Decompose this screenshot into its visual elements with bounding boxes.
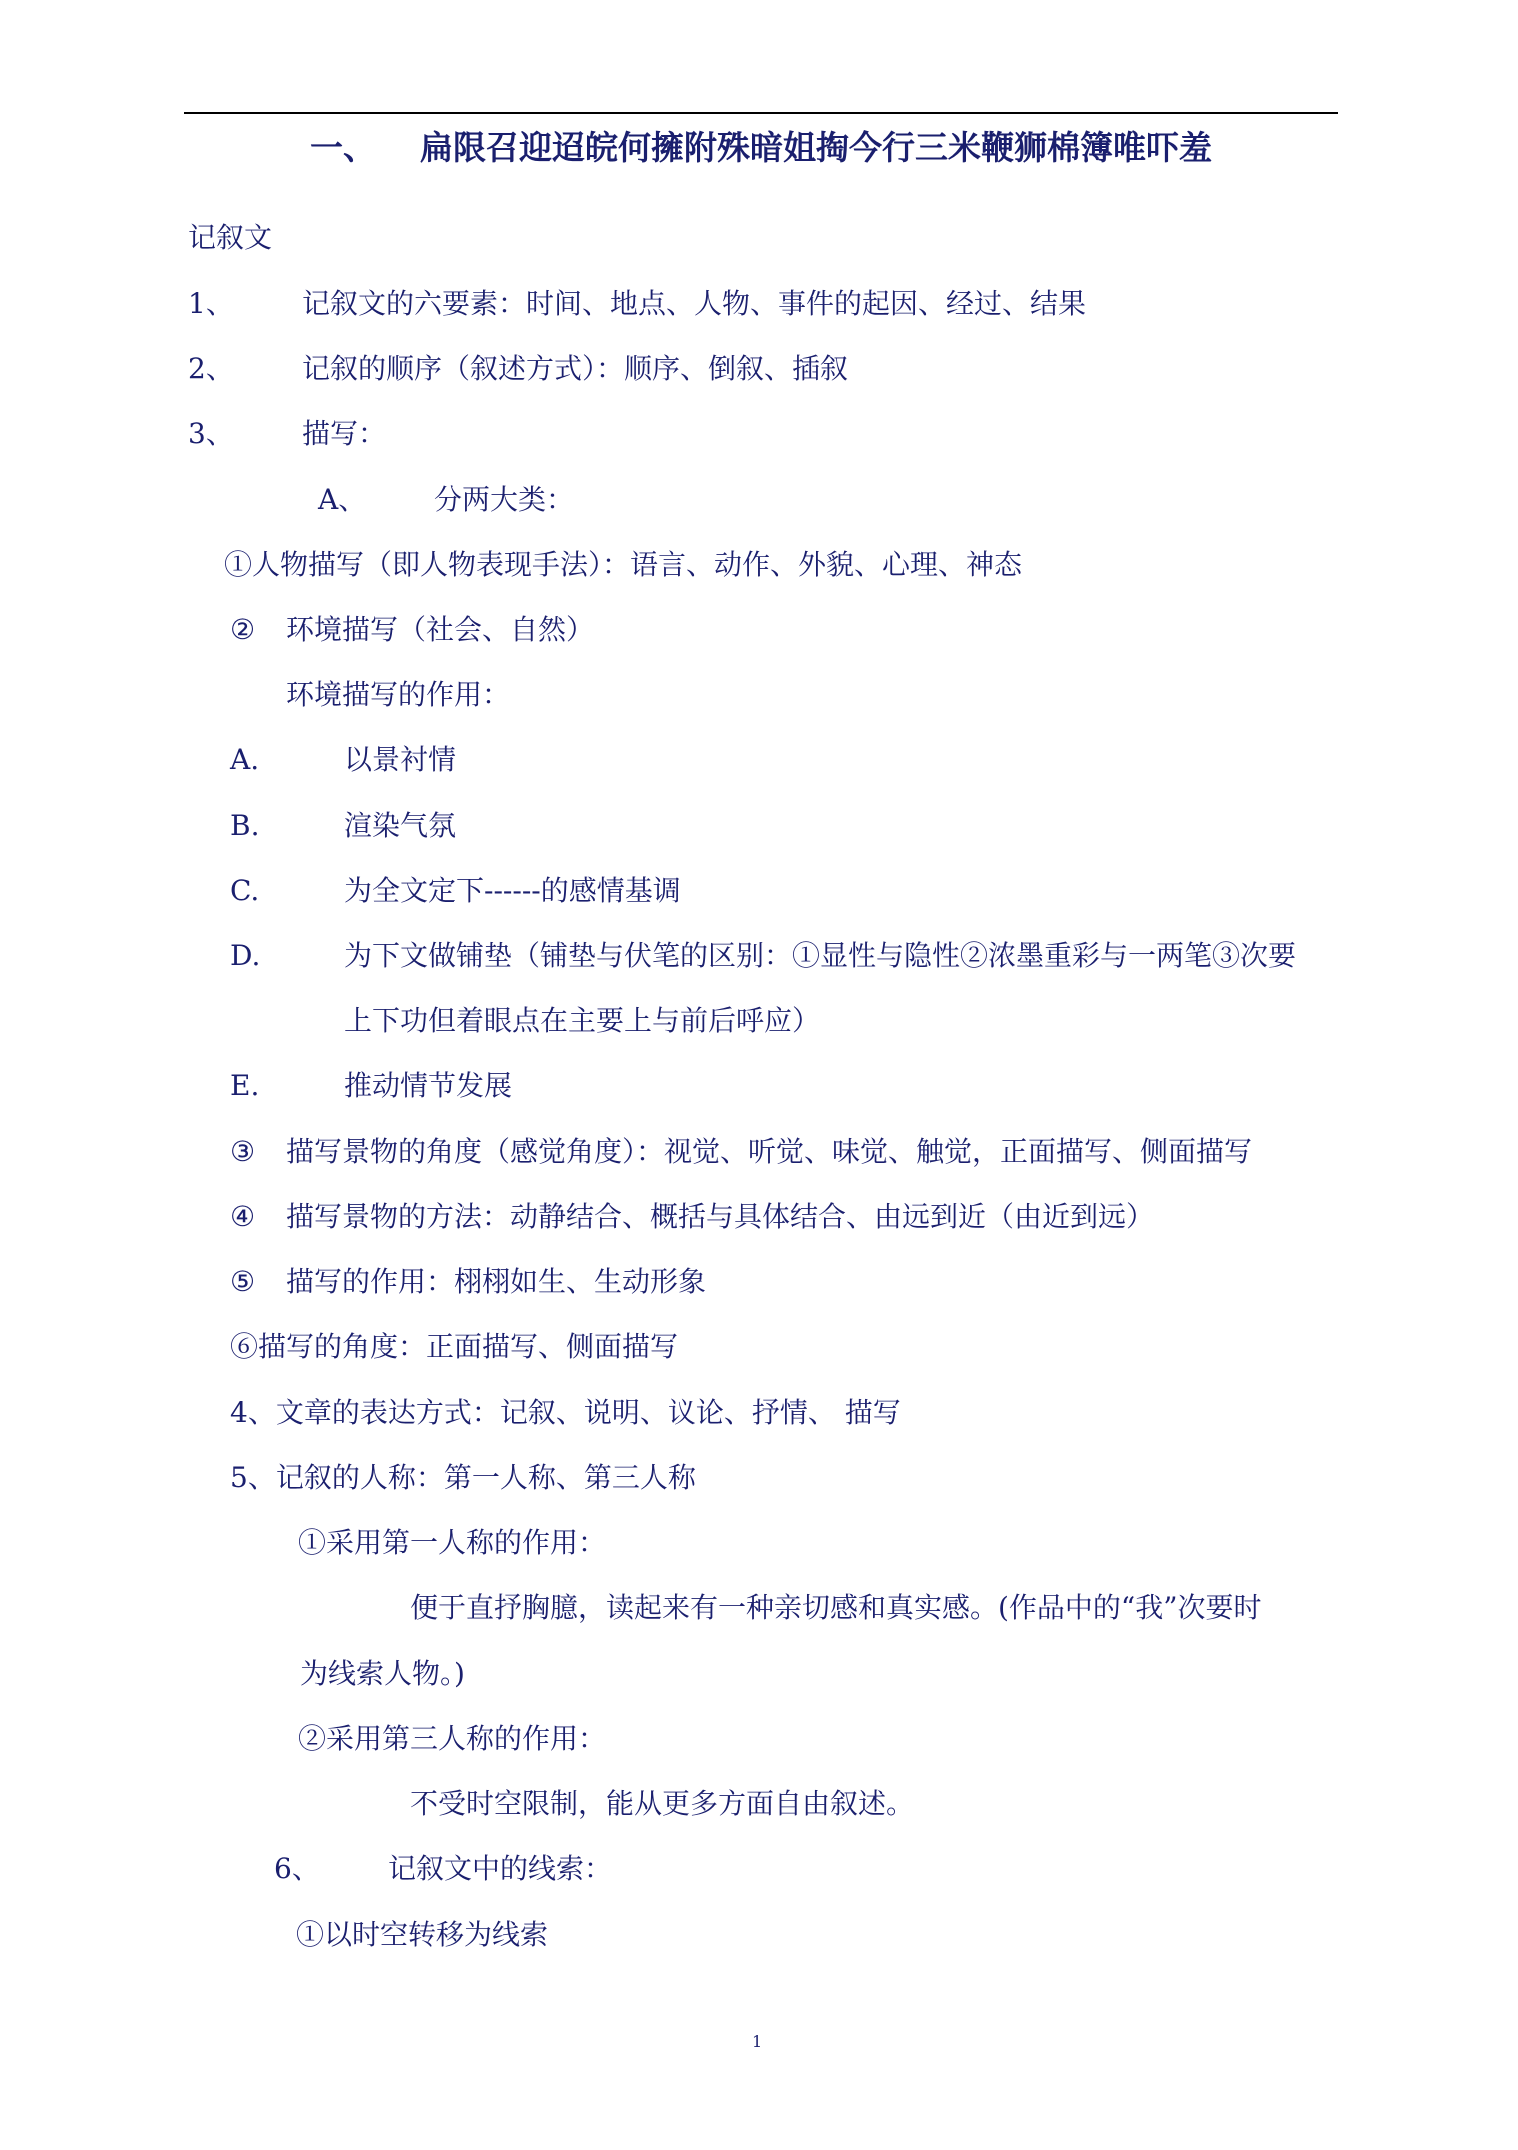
list-text: 以景衬情	[344, 743, 457, 776]
circled-item-1: ①人物描写（即人物表现手法）：语言、动作、外貌、心理、神态	[224, 548, 1023, 581]
list-text: 环境描写（社会、自然）	[286, 613, 595, 646]
circled-item-3	[230, 1134, 1340, 1170]
list-item-1	[188, 286, 1288, 322]
list-marker: A、	[318, 483, 367, 516]
list-marker: D.	[230, 939, 261, 972]
list-text: 分两大类：	[434, 483, 575, 516]
sub-item-a	[318, 482, 1218, 518]
list-marker: ②	[230, 613, 256, 646]
list-text: 记叙文的六要素：时间、地点、人物、事件的起因、经过、结果	[302, 287, 1087, 320]
circled-item-5	[230, 1264, 1130, 1300]
list-marker: 6、	[274, 1852, 320, 1885]
list-text: 记叙文中的线索：	[388, 1852, 613, 1885]
list-marker: B.	[230, 809, 260, 842]
circled-item-4	[230, 1199, 1340, 1235]
list-text: 描写的作用：栩栩如生、生动形象	[286, 1265, 707, 1298]
list-marker: ④	[230, 1200, 256, 1233]
list-text: 推动情节发展	[344, 1069, 513, 1102]
header-rule	[184, 112, 1338, 114]
list-item-6	[274, 1851, 1174, 1887]
clue-item-1: ①以时空转移为线索	[296, 1918, 549, 1951]
list-marker: ③	[230, 1135, 256, 1168]
section-label: 记叙文	[188, 221, 273, 254]
heading-text: 扁限召迎迢皖何擁附殊暗姐掏今行三米鞭狮棉簿唯吓羞	[420, 128, 1212, 167]
list-marker: 1、	[188, 287, 234, 320]
list-text: 描写景物的方法：动静结合、概括与具体结合、由远到近（由近到远）	[286, 1200, 1155, 1233]
env-item-c	[230, 873, 1130, 909]
circled-item-2	[230, 612, 1130, 648]
env-item-e	[230, 1068, 1130, 1104]
heading-number: 一、	[310, 128, 376, 167]
list-marker: A.	[230, 743, 260, 776]
env-role-heading: 环境描写的作用：	[286, 678, 511, 711]
env-item-d	[230, 938, 1340, 974]
list-item-3	[188, 416, 1288, 452]
list-item-4: 4、文章的表达方式：记叙、说明、议论、抒情、 描写	[230, 1396, 901, 1429]
list-marker: 2、	[188, 352, 234, 385]
list-text: 描写：	[302, 417, 387, 450]
section-heading	[310, 122, 1212, 169]
third-person-body: 不受时空限制，能从更多方面自由叙述。	[410, 1787, 915, 1820]
list-marker: ⑤	[230, 1265, 256, 1298]
list-text: 记叙的顺序（叙述方式）：顺序、倒叙、插叙	[302, 352, 849, 385]
list-marker: C.	[230, 874, 260, 907]
env-item-b	[230, 808, 1130, 844]
list-marker: 3、	[188, 417, 234, 450]
env-item-a	[230, 742, 1130, 778]
env-item-d-continuation: 上下功但着眼点在主要上与前后呼应）	[344, 1004, 821, 1037]
first-person-body: 便于直抒胸臆，读起来有一种亲切感和真实感。(作品中的“我”次要时	[410, 1591, 1262, 1624]
list-item-5: 5、记叙的人称：第一人称、第三人称	[230, 1461, 696, 1494]
list-text: 为全文定下------的感情基调	[344, 874, 681, 907]
list-text: 描写景物的角度（感觉角度）：视觉、听觉、味觉、触觉，正面描写、侧面描写	[286, 1135, 1253, 1168]
first-person-heading: ①采用第一人称的作用：	[298, 1526, 607, 1559]
page-number: 1	[752, 2032, 763, 2051]
list-item-2	[188, 351, 1288, 387]
third-person-heading: ②采用第三人称的作用：	[298, 1722, 607, 1755]
list-marker: E.	[230, 1069, 260, 1102]
first-person-continuation: 为线索人物。)	[300, 1657, 465, 1690]
circled-item-6: ⑥描写的角度：正面描写、侧面描写	[230, 1330, 679, 1363]
list-text: 为下文做铺垫（铺垫与伏笔的区别：①显性与隐性②浓墨重彩与一两笔③次要	[344, 939, 1297, 972]
list-text: 渲染气氛	[344, 809, 457, 842]
